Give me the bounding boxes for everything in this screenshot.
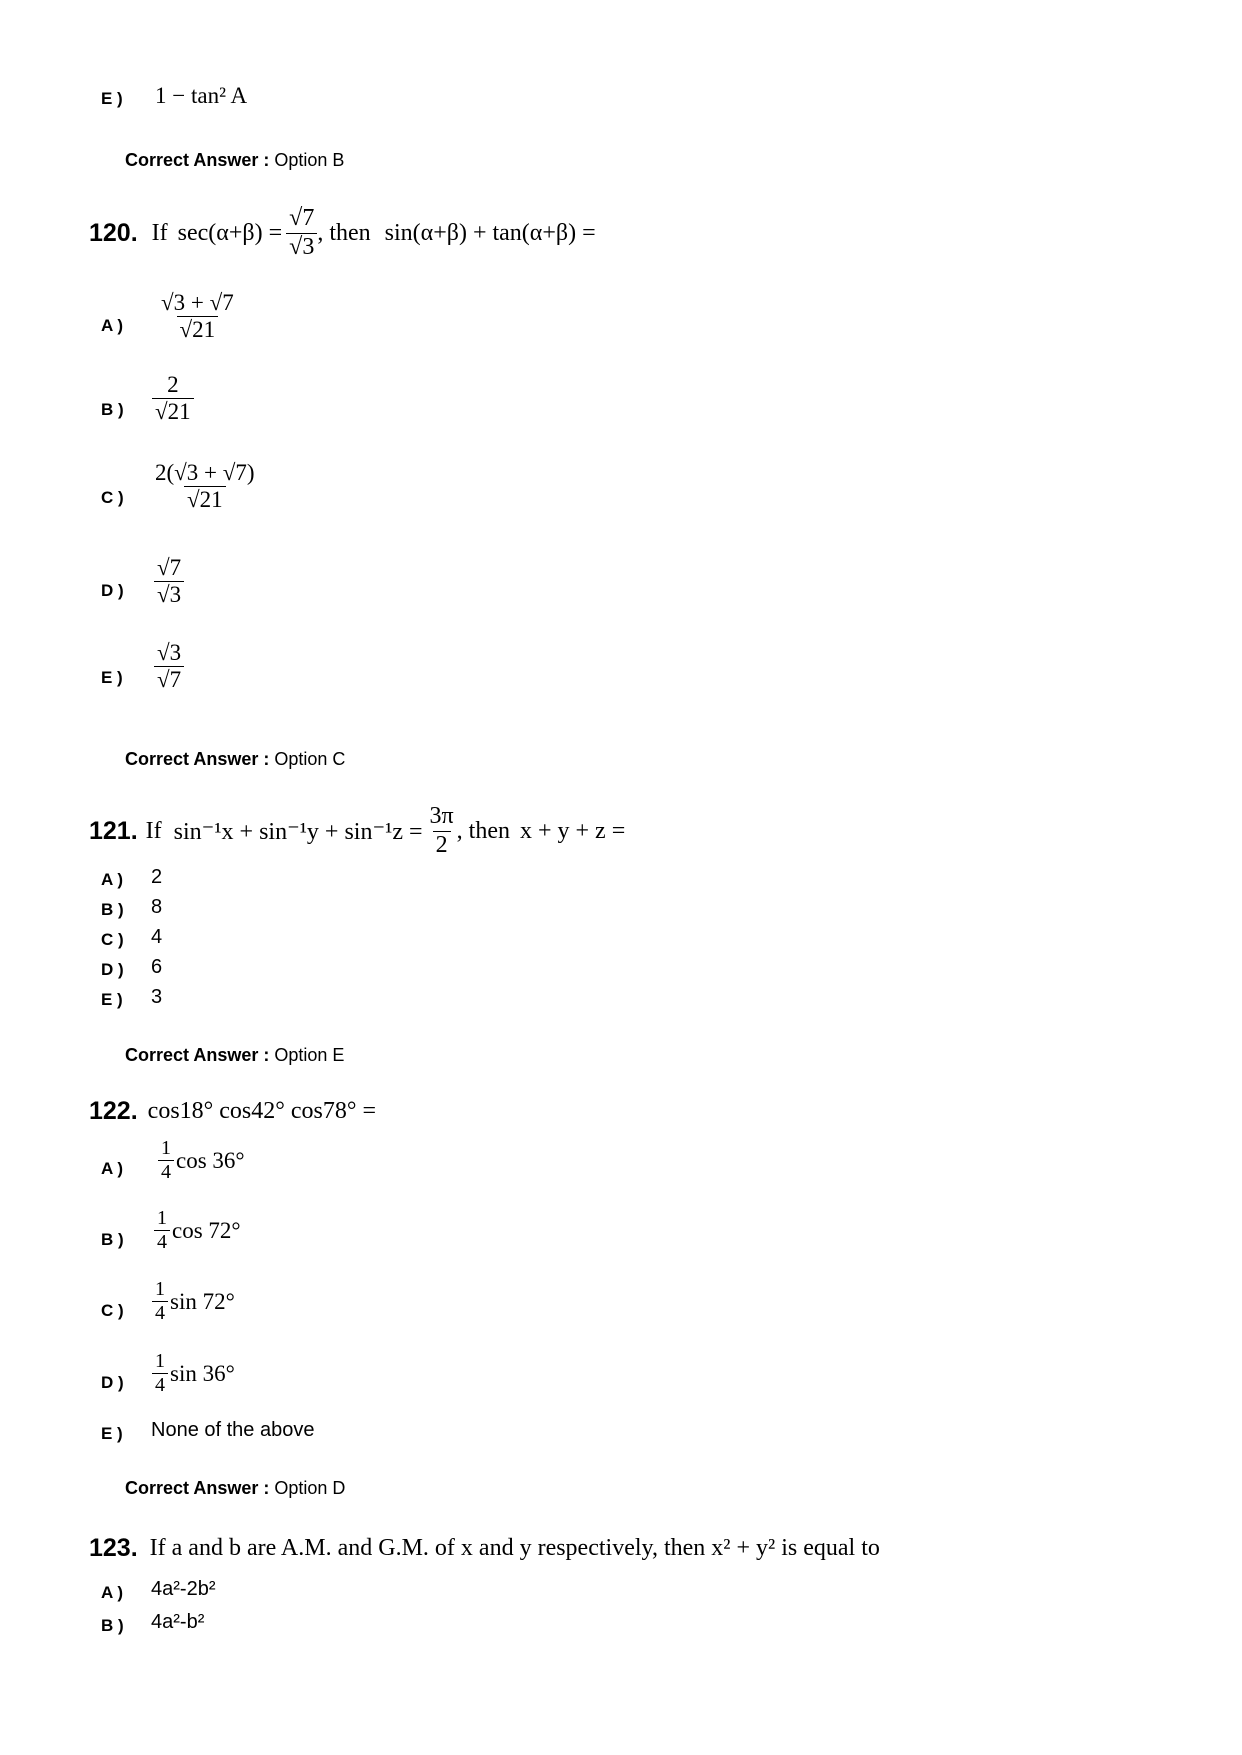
option-e-value: 3 [151,986,163,1008]
option-label-b: B ) [101,400,124,419]
question-text-then: , then [456,817,510,844]
option-c-expression [152,460,258,514]
option-a-expression [158,290,237,344]
option-d-expression [152,1350,235,1397]
fraction-denominator: √7 [154,666,184,693]
option-label-e: E ) [101,990,123,1009]
option-b-trig: cos 72° [172,1217,241,1243]
option-a-expression [158,1137,245,1184]
question-text: cos18° cos42° cos78° = [147,1098,376,1124]
option-label-a: A ) [101,1159,124,1178]
option-e-expression [154,640,184,694]
question-number: 122. [89,1097,138,1125]
option-d-value: 6 [151,956,163,978]
option-label-a: A ) [101,1583,124,1602]
correct-answer-value: Option E [274,1045,345,1065]
question-text: If a and b are A.M. and G.M. of x and y respectively, then x² + y² is equal to [149,1535,880,1561]
fraction-numerator: 2 [167,372,179,397]
fraction-numerator: 2(√3 + √7) [155,460,255,485]
fraction-numerator: √3 [157,640,182,665]
fraction-numerator: 1 [157,1207,167,1229]
option-label-e: E ) [101,668,123,687]
option-label-d: D ) [101,581,124,600]
option-d-trig: sin 36° [170,1360,235,1386]
correct-answer-120 [125,749,345,770]
correct-answer-label: Correct Answer : [125,1478,270,1498]
fraction-denominator: √21 [177,316,219,343]
fraction-denominator: √21 [152,398,194,425]
correct-answer-value: Option B [274,150,345,170]
question-number: 120. [89,218,138,247]
fraction-denominator: 4 [152,1301,168,1325]
fraction-denominator: √21 [184,486,226,513]
option-label-c: C ) [101,930,124,949]
option-label-c: C ) [101,1301,124,1320]
question-fraction [286,205,317,261]
question-fraction [427,803,457,859]
correct-answer-label: Correct Answer : [125,150,270,170]
fraction-denominator: 4 [154,1230,170,1254]
question-121 [89,803,625,859]
option-c-value: 4 [151,926,163,948]
option-label-e: E ) [101,1424,123,1443]
option-e-expression: 1 − tan² A [155,83,248,108]
fraction-numerator: 3π [429,803,454,829]
question-text-rhs: sin(α+β) + tan(α+β) = [384,219,596,246]
option-label-a: A ) [101,316,124,335]
fraction-numerator: √7 [157,555,182,580]
fraction-denominator: 4 [158,1160,174,1184]
fraction-denominator: √3 [286,233,317,262]
option-label-d: D ) [101,1373,124,1392]
option-a-trig: cos 36° [176,1147,245,1173]
fraction-numerator: 1 [161,1137,171,1159]
fraction-denominator: √3 [154,581,184,608]
correct-answer-121 [125,1045,344,1066]
fraction-numerator: 1 [155,1350,165,1372]
option-b-expression [154,1207,241,1254]
option-label-b: B ) [101,1616,124,1635]
option-label-d: D ) [101,960,124,979]
option-c-expression [152,1278,235,1325]
question-number: 121. [89,816,138,845]
correct-answer-119 [125,150,344,171]
correct-answer-value: Option D [274,1478,346,1498]
option-label-e: E ) [101,89,123,108]
question-text-then: , then [317,219,371,246]
option-b-value: 4a²-b² [151,1611,205,1633]
question-122 [89,1097,376,1126]
question-120 [89,205,596,261]
question-number: 123. [89,1534,138,1562]
option-c-trig: sin 72° [170,1288,235,1314]
option-a-value: 4a²-2b² [151,1578,216,1600]
question-text-lhs: sin⁻¹x + sin⁻¹y + sin⁻¹z = [173,818,423,845]
fraction-numerator: √3 + √7 [161,290,234,315]
option-e-value: None of the above [151,1419,315,1441]
question-text-if: If [145,817,162,844]
fraction-numerator: √7 [289,205,315,231]
option-label-c: C ) [101,488,124,507]
question-text-rhs: x + y + z = [519,817,626,844]
correct-answer-value: Option C [274,749,346,769]
question-123 [89,1534,880,1563]
correct-answer-label: Correct Answer : [125,1045,270,1065]
option-d-expression [154,555,184,609]
question-text-if: If [151,219,168,246]
option-label-a: A ) [101,870,124,889]
fraction-denominator: 2 [433,831,451,860]
option-label-b: B ) [101,900,124,919]
question-text-sec: sec(α+β) = [177,219,283,246]
correct-answer-label: Correct Answer : [125,749,270,769]
option-a-value: 2 [151,866,163,888]
fraction-numerator: 1 [155,1278,165,1300]
correct-answer-122 [125,1478,345,1499]
option-label-b: B ) [101,1230,124,1249]
option-b-value: 8 [151,896,163,918]
option-b-expression [152,372,194,426]
fraction-denominator: 4 [152,1373,168,1397]
